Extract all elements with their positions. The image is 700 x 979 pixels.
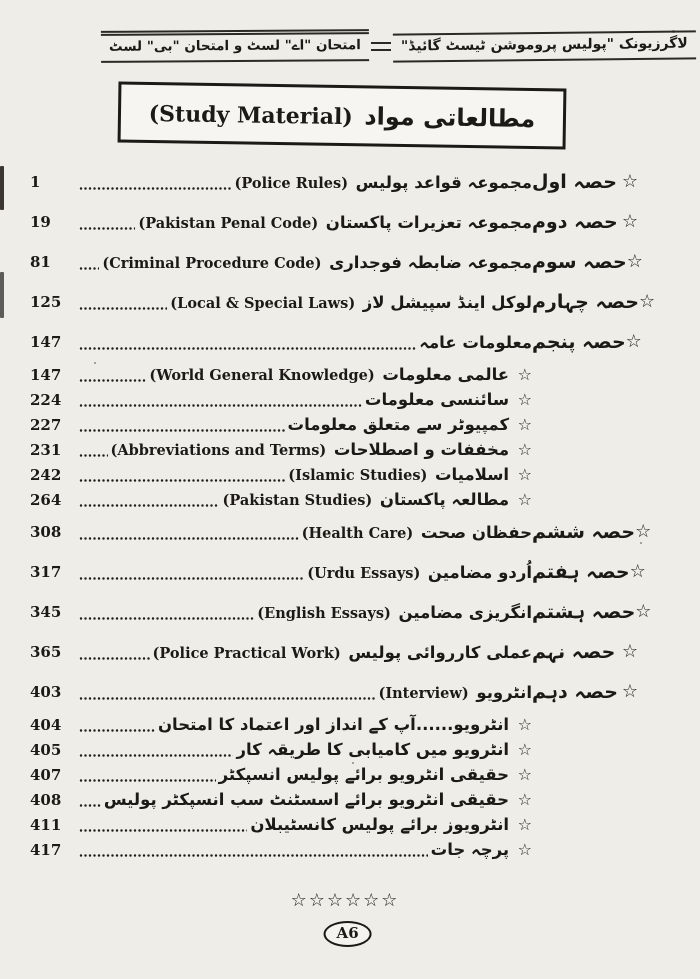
page-number: 224 bbox=[30, 390, 62, 409]
dot-leader bbox=[79, 829, 247, 832]
page-header bbox=[101, 30, 696, 62]
page-number: 147 bbox=[30, 333, 62, 351]
title-urdu: حقیقی انٹرویو برائے اسسٹنٹ سب انسپکٹر پولیس bbox=[103, 790, 510, 809]
subitem-star-icon: ☆ bbox=[517, 840, 532, 859]
part-column bbox=[532, 291, 700, 313]
toc-entry-title bbox=[257, 603, 532, 622]
title-urdu: پرچہ جات bbox=[430, 840, 510, 859]
part-label: حصہ دہم bbox=[532, 681, 618, 703]
page-number: 227 bbox=[30, 415, 62, 434]
title-box bbox=[118, 81, 567, 149]
title-english: (Pakistan Studies) bbox=[222, 492, 373, 509]
page-number: 1 bbox=[30, 173, 41, 191]
title-urdu: مجموعہ قواعد پولیس bbox=[355, 172, 532, 192]
toc-row bbox=[0, 512, 700, 552]
part-label: حصہ پنجم bbox=[532, 331, 626, 353]
dot-leader bbox=[79, 617, 254, 620]
title-urdu: اُردو مضامین bbox=[427, 562, 532, 582]
dot-leader bbox=[79, 429, 285, 432]
part-column bbox=[532, 331, 700, 353]
toc-row bbox=[0, 712, 700, 737]
dot-leader bbox=[79, 307, 167, 310]
part-star-icon: ☆ bbox=[639, 291, 656, 312]
title-urdu: اسلامیات bbox=[434, 465, 510, 484]
part-column bbox=[532, 211, 700, 233]
dot-leader bbox=[79, 227, 135, 230]
dot-leader bbox=[79, 454, 108, 457]
dot-leader bbox=[79, 404, 362, 407]
subitem-star-icon: ☆ bbox=[517, 390, 532, 409]
part-star-icon: ☆ bbox=[635, 601, 652, 622]
part-star-icon: ☆ bbox=[621, 171, 638, 192]
dot-leader bbox=[79, 504, 219, 507]
toc-entry-title bbox=[102, 253, 532, 272]
title-english: (Interview) bbox=[378, 684, 469, 702]
title-english: (Health Care) bbox=[301, 524, 414, 542]
part-column bbox=[532, 641, 700, 663]
page-number: 242 bbox=[30, 465, 62, 484]
part-label: حصہ ششم bbox=[532, 521, 636, 543]
dot-leader bbox=[79, 729, 155, 732]
toc-entry-title bbox=[219, 765, 532, 784]
toc-row bbox=[0, 437, 700, 462]
toc-list bbox=[0, 162, 700, 862]
footer-stars: ☆☆☆☆☆☆ bbox=[290, 890, 400, 911]
subitem-star-icon: ☆ bbox=[517, 715, 532, 734]
part-label: حصہ ہشتم bbox=[532, 601, 636, 623]
title-urdu: حفظان صحت bbox=[420, 522, 532, 542]
part-star-icon: ☆ bbox=[625, 331, 642, 352]
subitem-star-icon: ☆ bbox=[517, 440, 532, 459]
toc-row bbox=[0, 787, 700, 812]
toc-entry-title bbox=[431, 840, 532, 859]
page-number: 231 bbox=[30, 440, 62, 459]
part-label: حصہ اول bbox=[532, 171, 617, 193]
title-urdu: مجموعہ تعزیرات پاکستان bbox=[325, 212, 532, 232]
part-column bbox=[532, 681, 700, 703]
page-title-urdu: مطالعاتی مواد bbox=[364, 101, 536, 133]
title-urdu: حقیقی انٹرویو برائے پولیس انسپکٹر bbox=[218, 765, 510, 784]
dot-leader bbox=[79, 577, 304, 580]
toc-row bbox=[0, 672, 700, 712]
title-english: (Police Practical Work) bbox=[152, 644, 341, 662]
toc-row bbox=[0, 552, 700, 592]
part-column bbox=[532, 561, 700, 583]
part-column bbox=[532, 601, 700, 623]
subitem-star-icon: ☆ bbox=[517, 740, 532, 759]
title-urdu: انگریزی مضامین bbox=[398, 602, 532, 622]
part-label: حصہ ہفتم bbox=[532, 561, 630, 583]
title-english: (World General Knowledge) bbox=[149, 367, 375, 384]
page-number: 407 bbox=[30, 765, 62, 784]
toc-entry-title bbox=[378, 683, 532, 702]
toc-row bbox=[0, 487, 700, 512]
toc-entry-title bbox=[365, 390, 532, 409]
toc-entry-title bbox=[111, 440, 532, 459]
toc-row bbox=[0, 632, 700, 672]
title-urdu: مخففات و اصطلاحات bbox=[333, 440, 510, 459]
toc-row bbox=[0, 737, 700, 762]
dot-leader bbox=[79, 479, 285, 482]
page-number: 411 bbox=[30, 815, 62, 834]
title-urdu: انٹرویو bbox=[476, 682, 532, 702]
title-urdu: معلومات عامہ bbox=[419, 332, 532, 352]
part-star-icon: ☆ bbox=[635, 521, 652, 542]
dot-leader bbox=[79, 187, 232, 190]
title-urdu: انٹرویو میں کامیابی کا طریقہ کار bbox=[236, 740, 510, 759]
toc-entry-title bbox=[158, 715, 532, 734]
toc-row bbox=[0, 282, 700, 322]
dot-leader bbox=[79, 267, 99, 270]
toc-entry-title bbox=[235, 173, 532, 192]
title-urdu: انٹرویوز برائے پولیس کانسٹیبلان bbox=[250, 815, 510, 834]
subitem-star-icon: ☆ bbox=[517, 815, 532, 834]
dot-leader bbox=[79, 697, 375, 700]
page-number: 417 bbox=[30, 840, 62, 859]
page-number: 365 bbox=[30, 643, 62, 661]
subitem-star-icon: ☆ bbox=[517, 465, 532, 484]
toc-entry-title bbox=[170, 293, 532, 312]
toc-row bbox=[0, 387, 700, 412]
page-number: 403 bbox=[30, 683, 62, 701]
title-urdu: عملی کارروائی پولیس bbox=[348, 642, 532, 662]
toc-row bbox=[0, 592, 700, 632]
toc-entry-title bbox=[138, 213, 532, 232]
toc-entry-title bbox=[307, 563, 532, 582]
toc-entry-title bbox=[302, 523, 532, 542]
dot-leader bbox=[79, 779, 216, 782]
page-number: 408 bbox=[30, 790, 62, 809]
page-number: 405 bbox=[30, 740, 62, 759]
title-english: (Pakistan Penal Code) bbox=[138, 214, 319, 232]
part-star-icon: ☆ bbox=[621, 681, 638, 702]
title-urdu: لوکل اینڈ سپیشل لاز bbox=[362, 292, 532, 312]
title-urdu: مطالعہ پاکستان bbox=[379, 490, 510, 509]
toc-entry-title bbox=[288, 465, 532, 484]
part-column bbox=[532, 251, 700, 273]
part-label: حصہ سوم bbox=[532, 251, 627, 273]
toc-entry-title bbox=[222, 490, 532, 509]
subitem-star-icon: ☆ bbox=[517, 415, 532, 434]
toc-row bbox=[0, 412, 700, 437]
title-urdu: انٹرویو......آپ کے انداز اور اعتماد کا امتحان bbox=[157, 715, 510, 734]
page-title bbox=[149, 98, 536, 132]
toc-row bbox=[0, 462, 700, 487]
toc-row bbox=[0, 762, 700, 787]
toc-entry-title bbox=[288, 415, 532, 434]
dot-leader bbox=[79, 537, 299, 540]
exam-note: امتحان "اے" لسٹ و امتحان "بی" لسٹ bbox=[101, 29, 369, 63]
toc-entry-title bbox=[419, 333, 532, 352]
title-english: (Local & Special Laws) bbox=[170, 294, 356, 312]
title-english: (Criminal Procedure Code) bbox=[102, 254, 322, 272]
part-star-icon: ☆ bbox=[626, 251, 643, 272]
part-label: حصہ دوم bbox=[532, 211, 618, 233]
title-english: (Abbreviations and Terms) bbox=[110, 442, 327, 459]
part-star-icon: ☆ bbox=[629, 561, 646, 582]
title-english: (Islamic Studies) bbox=[288, 467, 428, 484]
part-column bbox=[532, 521, 700, 543]
separator-lines-icon bbox=[371, 42, 391, 51]
page-number: 19 bbox=[30, 213, 51, 231]
toc-row bbox=[0, 837, 700, 862]
title-english: (Urdu Essays) bbox=[307, 564, 421, 582]
toc-row bbox=[0, 242, 700, 282]
title-english: (Police Rules) bbox=[234, 174, 349, 192]
toc-row bbox=[0, 812, 700, 837]
toc-row bbox=[0, 322, 700, 362]
dot-leader bbox=[79, 379, 146, 382]
page-number: 404 bbox=[30, 715, 62, 734]
title-urdu: عالمی معلومات bbox=[382, 365, 510, 384]
toc-row bbox=[0, 202, 700, 242]
page-title-english: (Study Material) bbox=[148, 100, 353, 130]
subitem-star-icon: ☆ bbox=[517, 490, 532, 509]
subitem-star-icon: ☆ bbox=[517, 765, 532, 784]
title-urdu: مجموعہ ضابطہ فوجداری bbox=[329, 252, 532, 272]
page-number: 317 bbox=[30, 563, 62, 581]
subitem-star-icon: ☆ bbox=[517, 790, 532, 809]
part-label: حصہ چہارم bbox=[532, 291, 639, 313]
part-column bbox=[532, 171, 700, 193]
page-number: 125 bbox=[30, 293, 62, 311]
toc-entry-title bbox=[104, 790, 532, 809]
page-number: 264 bbox=[30, 490, 62, 509]
page-number: 81 bbox=[30, 253, 51, 271]
series-title: لاگرزیونک "پولیس پروموشن ٹیسٹ گائیڈ" bbox=[393, 30, 696, 62]
dot-leader bbox=[79, 854, 428, 857]
toc-entry-title bbox=[149, 365, 532, 384]
toc-row bbox=[0, 162, 700, 202]
toc-entry-title bbox=[250, 815, 532, 834]
subitem-star-icon: ☆ bbox=[517, 365, 532, 384]
title-urdu: کمپیوٹر سے متعلق معلومات bbox=[287, 415, 510, 434]
toc-entry-title bbox=[236, 740, 532, 759]
dot-leader bbox=[79, 347, 416, 350]
page-number: 345 bbox=[30, 603, 62, 621]
page-number: 308 bbox=[30, 523, 62, 541]
title-urdu: سائنسی معلومات bbox=[364, 390, 510, 409]
page-number: 147 bbox=[30, 365, 62, 384]
dot-leader bbox=[79, 804, 101, 807]
part-star-icon: ☆ bbox=[621, 641, 638, 662]
part-label: حصہ نہم bbox=[532, 641, 616, 663]
part-star-icon: ☆ bbox=[621, 211, 638, 232]
dot-leader bbox=[79, 657, 150, 660]
toc-entry-title bbox=[153, 643, 533, 662]
page-badge: A6 bbox=[324, 921, 372, 947]
dot-leader bbox=[79, 754, 233, 757]
title-english: (English Essays) bbox=[257, 604, 391, 622]
toc-row bbox=[0, 362, 700, 387]
